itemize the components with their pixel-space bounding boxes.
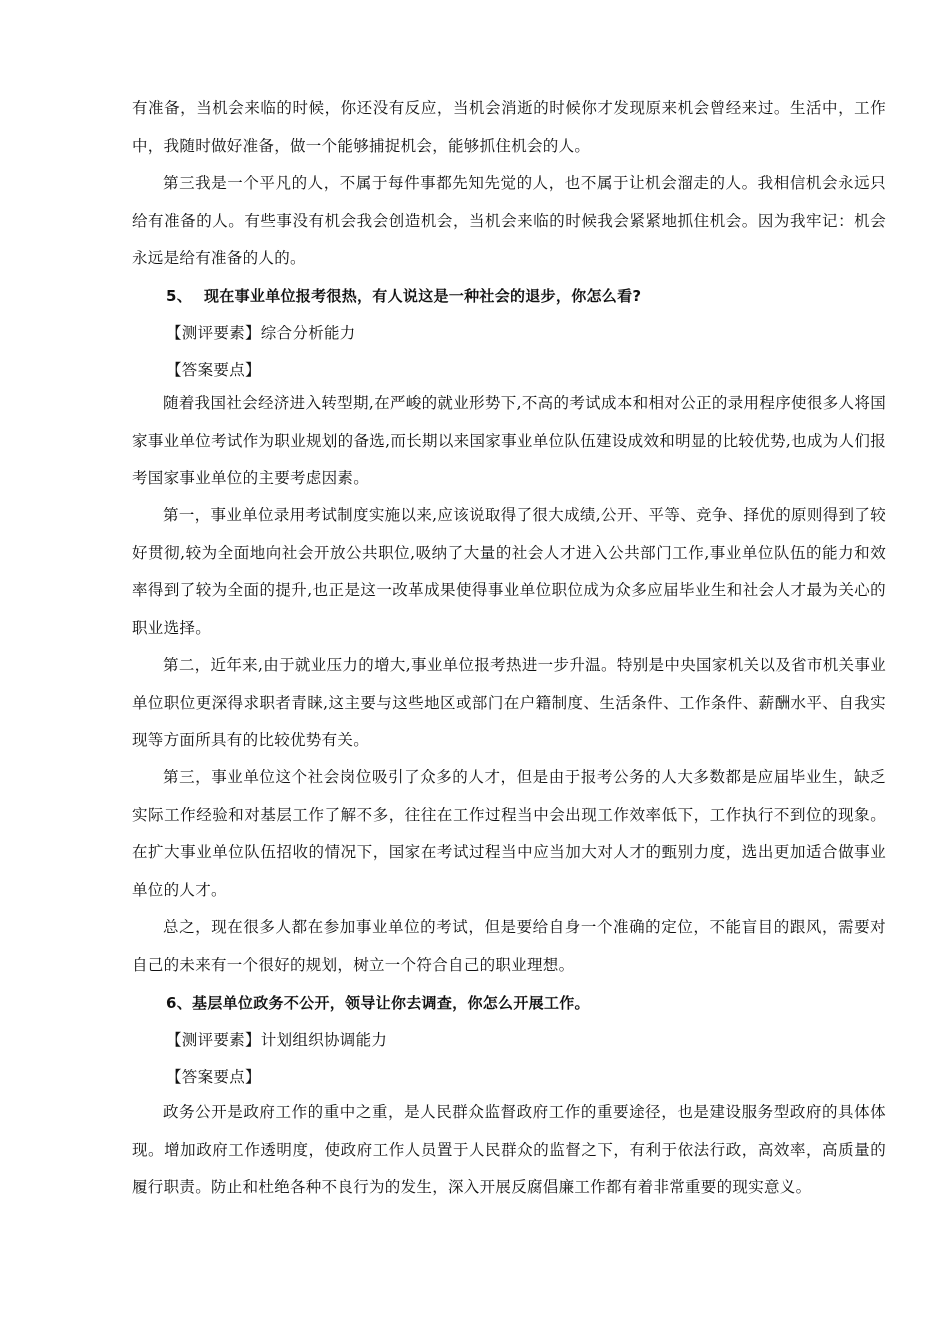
question-5-paragraph-2: 第一，事业单位录用考试制度实施以来,应该说取得了很大成绩,公开、平等、竞争、择优的原则得到了较好贯彻,较为全面地向社会开放公共职位,吸纳了大量的社会人才进入公共部门工作,事业单位队伍的能力和效率得到了较为全面的提升,也正是这一改革成果使得事业单位职位成为众多应届毕业生和社会人才最为关心的职业选择。 [132,506,886,637]
paragraph-continuation: 有准备，当机会来临的时候，你还没有反应，当机会消逝的时候你才发现原来机会曾经来过。生活中，工作中，我随时做好准备，做一个能够捕捉机会，能够抓住机会的人。 [132,99,886,155]
question-6-answer-label: 【答案要点】 [166,1068,261,1086]
question-5-paragraph-1: 随着我国社会经济进入转型期,在严峻的就业形势下,不高的考试成本和相对公正的录用程序使很多人将国家事业单位考试作为职业规划的备选,而长期以来国家事业单位队伍建设成效和明显的比较优势,也成为人们报考国家事业单位的主要考虑因素。 [132,394,886,487]
question-5-number: 5、 [166,287,193,305]
question-5-paragraph-3: 第二，近年来,由于就业压力的增大,事业单位报考热进一步升温。特别是中央国家机关以及省市机关事业单位职位更深得求职者青睐,这主要与这些地区或部门在户籍制度、生活条件、工作条件、薪酬水平、自我实现等方面所具有的比较优势有关。 [132,656,886,749]
question-5-eval-label: 【测评要素】综合分析能力 [166,324,356,342]
question-5-answer-label: 【答案要点】 [166,361,261,379]
question-5-paragraph-4: 第三，事业单位这个社会岗位吸引了众多的人才，但是由于报考公务的人大多数都是应届毕业生，缺乏实际工作经验和对基层工作了解不多，往往在工作过程当中会出现工作效率低下，工作执行不到位的现象。在扩大事业单位队伍招收的情况下，国家在考试过程当中应当加大对人才的甄别力度，选出更加适合做事业单位的人才。 [132,768,886,899]
question-5-paragraph-5: 总之，现在很多人都在参加事业单位的考试，但是要给自身一个准确的定位，不能盲目的跟风，需要对自己的未来有一个很好的规划，树立一个符合自己的职业理想。 [132,918,886,974]
question-6-paragraph-1: 政务公开是政府工作的重中之重，是人民群众监督政府工作的重要途径，也是建设服务型政府的具体体现。增加政府工作透明度，使政府工作人员置于人民群众的监督之下，有利于依法行政，高效率，高质量的履行职责。防止和杜绝各种不良行为的发生，深入开展反腐倡廉工作都有着非常重要的现实意义。 [132,1103,886,1196]
paragraph-third-point: 第三我是一个平凡的人，不属于每件事都先知先觉的人，也不属于让机会溜走的人。我相信机会永远只给有准备的人。有些事没有机会我会创造机会，当机会来临的时候我会紧紧地抓住机会。因为我牢记：机会永远是给有准备的人的。 [132,174,886,267]
question-5-heading [166,278,886,316]
question-6-heading: 6、基层单位政务不公开，领导让你去调查，你怎么开展工作。 [166,994,590,1012]
question-6-eval-label: 【测评要素】计划组织协调能力 [166,1031,388,1049]
question-5-text: 现在事业单位报考很热，有人说这是一种社会的退步，你怎么看? [204,287,642,305]
